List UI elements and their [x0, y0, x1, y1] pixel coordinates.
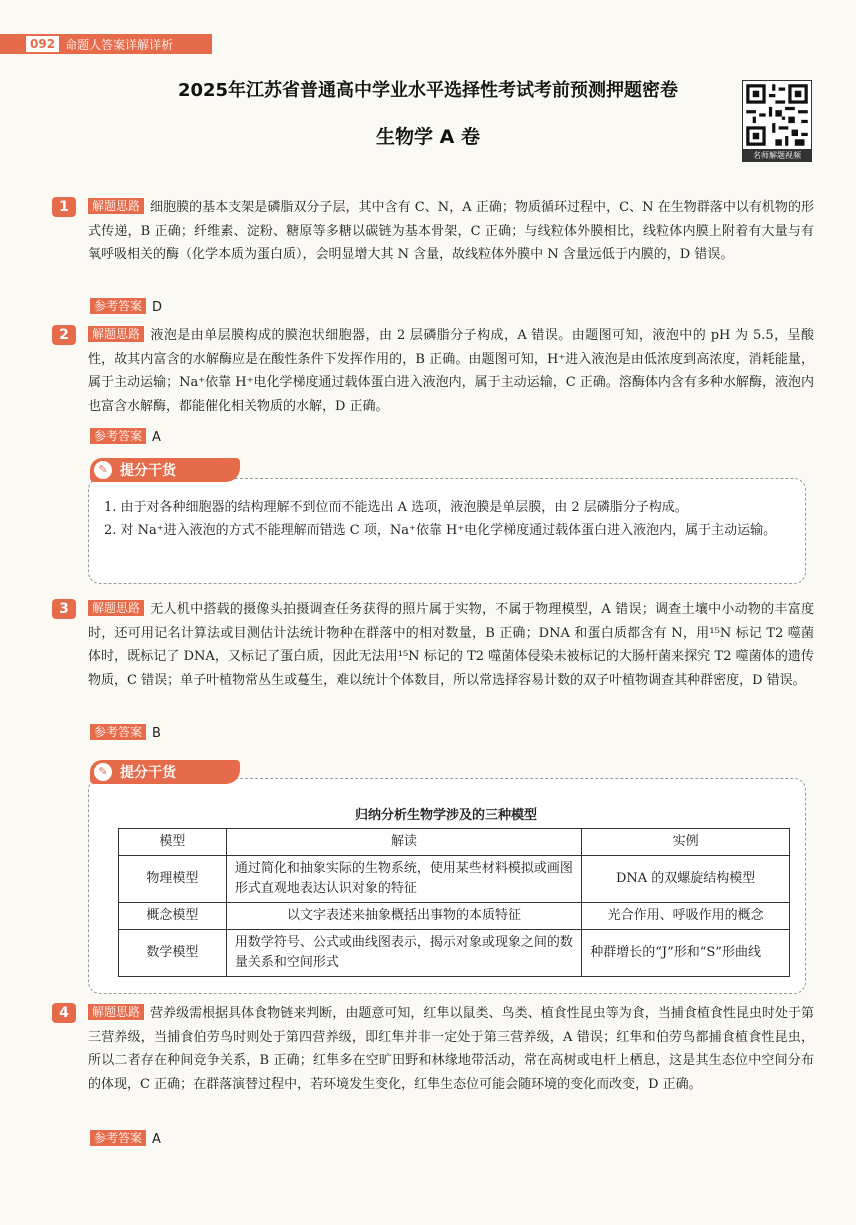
table-row — [119, 856, 790, 903]
question-text: 液泡是由单层膜构成的膜泡状细胞器，由 2 层磷脂分子构成，A 错误。由题图可知，液泡中的 pH 为 5.5，呈酸性，故其内富含的水解酶应是在酸性条件下发挥作用的，B 正确。由题图可知，H⁺进入液泡是由低浓度到高浓度，消耗能量，属于主动运输；Na⁺依靠 H⁺电化学梯度通过载体蛋白进入液泡内，属于主动运输，C 正确。溶酶体内含有多种水解酶，液泡内也富含水解酶，都能催化相关物质的水解，D 正确。 — [88, 328, 814, 414]
thinking-tag: 解题思路 — [88, 198, 144, 214]
tip-item: 1. 由于对各种细胞器的结构理解不到位而不能选出 A 选项，液泡膜是单层膜，由 2 层磷脂分子构成。 — [104, 500, 688, 515]
section-title: 命题人答案详解详析 — [65, 37, 174, 52]
qr-code-icon[interactable] — [742, 80, 812, 150]
answer-tag: 参考答案 — [90, 724, 146, 740]
table-cell: 物理模型 — [119, 856, 227, 903]
answer-tag: 参考答案 — [90, 1130, 146, 1146]
page-title: 2025年江苏省普通高中学业水平选择性考试考前预测押题密卷 — [177, 80, 679, 101]
answer-2 — [90, 428, 161, 445]
header-cell: 模型 — [119, 829, 227, 856]
question-3 — [54, 598, 814, 692]
answer-4 — [90, 1130, 161, 1147]
tip-item: 2. 对 Na⁺进入液泡的方式不能理解而错选 C 项，Na⁺依靠 H⁺电化学梯度通过载体蛋白进入液泡内，属于主动运输。 — [104, 523, 777, 538]
table-row — [119, 930, 790, 977]
table-cell: DNA 的双螺旋结构模型 — [582, 856, 790, 903]
table-row — [119, 903, 790, 930]
answer-3 — [90, 724, 161, 741]
page-number: 092 — [26, 36, 59, 52]
thinking-tag: 解题思路 — [88, 1004, 144, 1020]
answer-value: D — [152, 300, 163, 315]
question-text: 无人机中搭载的摄像头拍摄调查任务获得的照片属于实物，不属于物理模型，A 错误；调查土壤中小动物的丰富度时，还可用记名计算法或目测估计法统计物种在群落中的相对数量，B 正确；DNA 和蛋白质都含有 N，用¹⁵N 标记 T2 噬菌体时，既标记了 DNA，又标记了蛋白质，因此无法用¹⁵N 标记的 T2 噬菌体侵染未被标记的大肠杆菌来探究 T2 噬菌体的遗传物质，C 错误；单子叶植物常丛生或蔓生，难以统计个体数目，所以常选择容易计数的双子叶植物调查其种群密度，D 错误。 — [88, 602, 814, 688]
table-cell: 以文字表述来抽象概括出事物的本质特征 — [226, 903, 581, 930]
thinking-tag: 解题思路 — [88, 326, 144, 342]
book-icon: ✎ — [94, 461, 112, 479]
question-4 — [54, 1002, 814, 1096]
question-text: 营养级需根据具体食物链来判断，由题意可知，红隼以鼠类、鸟类、植食性昆虫等为食，当捕食植食性昆虫时处于第三营养级，当捕食伯劳鸟时则处于第四营养级，即红隼并非一定处于第三营养级，A 错误；红隼和伯劳鸟都捕食植食性昆虫，所以二者存在种间竞争关系，B 正确；红隼多在空旷田野和林缘地带活动，常在高树或电杆上栖息，这是其生态位中空间分布的体现，C 正确；在群落演替过程中，若环境发生变化，红隼生态位可能会随环境的变化而改变，D 正确。 — [88, 1006, 814, 1092]
question-1 — [54, 196, 814, 267]
models-table — [118, 828, 790, 977]
table-cell: 种群增长的“J”形和“S”形曲线 — [582, 930, 790, 977]
question-text: 细胞膜的基本支架是磷脂双分子层，其中含有 C、N，A 正确；物质循环过程中，C、N 在生物群落中以有机物的形式传递，B 正确；纤维素、淀粉、糖原等多糖以碳链为基本骨架，C 正确；与线粒体外膜相比，线粒体内膜上附着有大量与有氧呼吸相关的酶（化学本质为蛋白质），会明显增大其 N 含量，故线粒体外膜中 N 含量远低于内膜的，D 错误。 — [88, 200, 814, 262]
answer-value: A — [152, 1132, 161, 1147]
table-cell: 用数学符号、公式或曲线图表示，揭示对象或现象之间的数量关系和空间形式 — [226, 930, 581, 977]
thinking-tag: 解题思路 — [88, 600, 144, 616]
table-header-row — [119, 829, 790, 856]
question-number: 2 — [52, 325, 76, 345]
table-cell: 数学模型 — [119, 930, 227, 977]
header-cell: 解读 — [226, 829, 581, 856]
question-number: 4 — [52, 1003, 76, 1023]
page-header-tab — [0, 34, 212, 54]
question-number: 1 — [52, 197, 76, 217]
tips-title-1: ✎ 提分干货 — [90, 458, 240, 482]
question-2 — [54, 324, 814, 418]
answer-value: A — [152, 430, 161, 445]
question-number: 3 — [52, 599, 76, 619]
tips-title-2: ✎ 提分干货 — [90, 760, 240, 784]
table-cell: 概念模型 — [119, 903, 227, 930]
table-cell: 通过简化和抽象实际的生物系统，使用某些材料模拟或画图形式直观地表达认识对象的特征 — [226, 856, 581, 903]
table-cell: 光合作用、呼吸作用的概念 — [582, 903, 790, 930]
book-icon: ✎ — [94, 763, 112, 781]
page-subtitle: 生物学 A 卷 — [376, 126, 480, 148]
tips-text-1 — [104, 496, 800, 542]
answer-tag: 参考答案 — [90, 428, 146, 444]
answer-1 — [90, 298, 162, 315]
qr-label: 名师解题视频 — [742, 150, 812, 162]
table-title: 归纳分析生物学涉及的三种模型 — [354, 808, 537, 823]
header-cell: 实例 — [582, 829, 790, 856]
answer-tag: 参考答案 — [90, 298, 146, 314]
answer-value: B — [152, 726, 161, 741]
